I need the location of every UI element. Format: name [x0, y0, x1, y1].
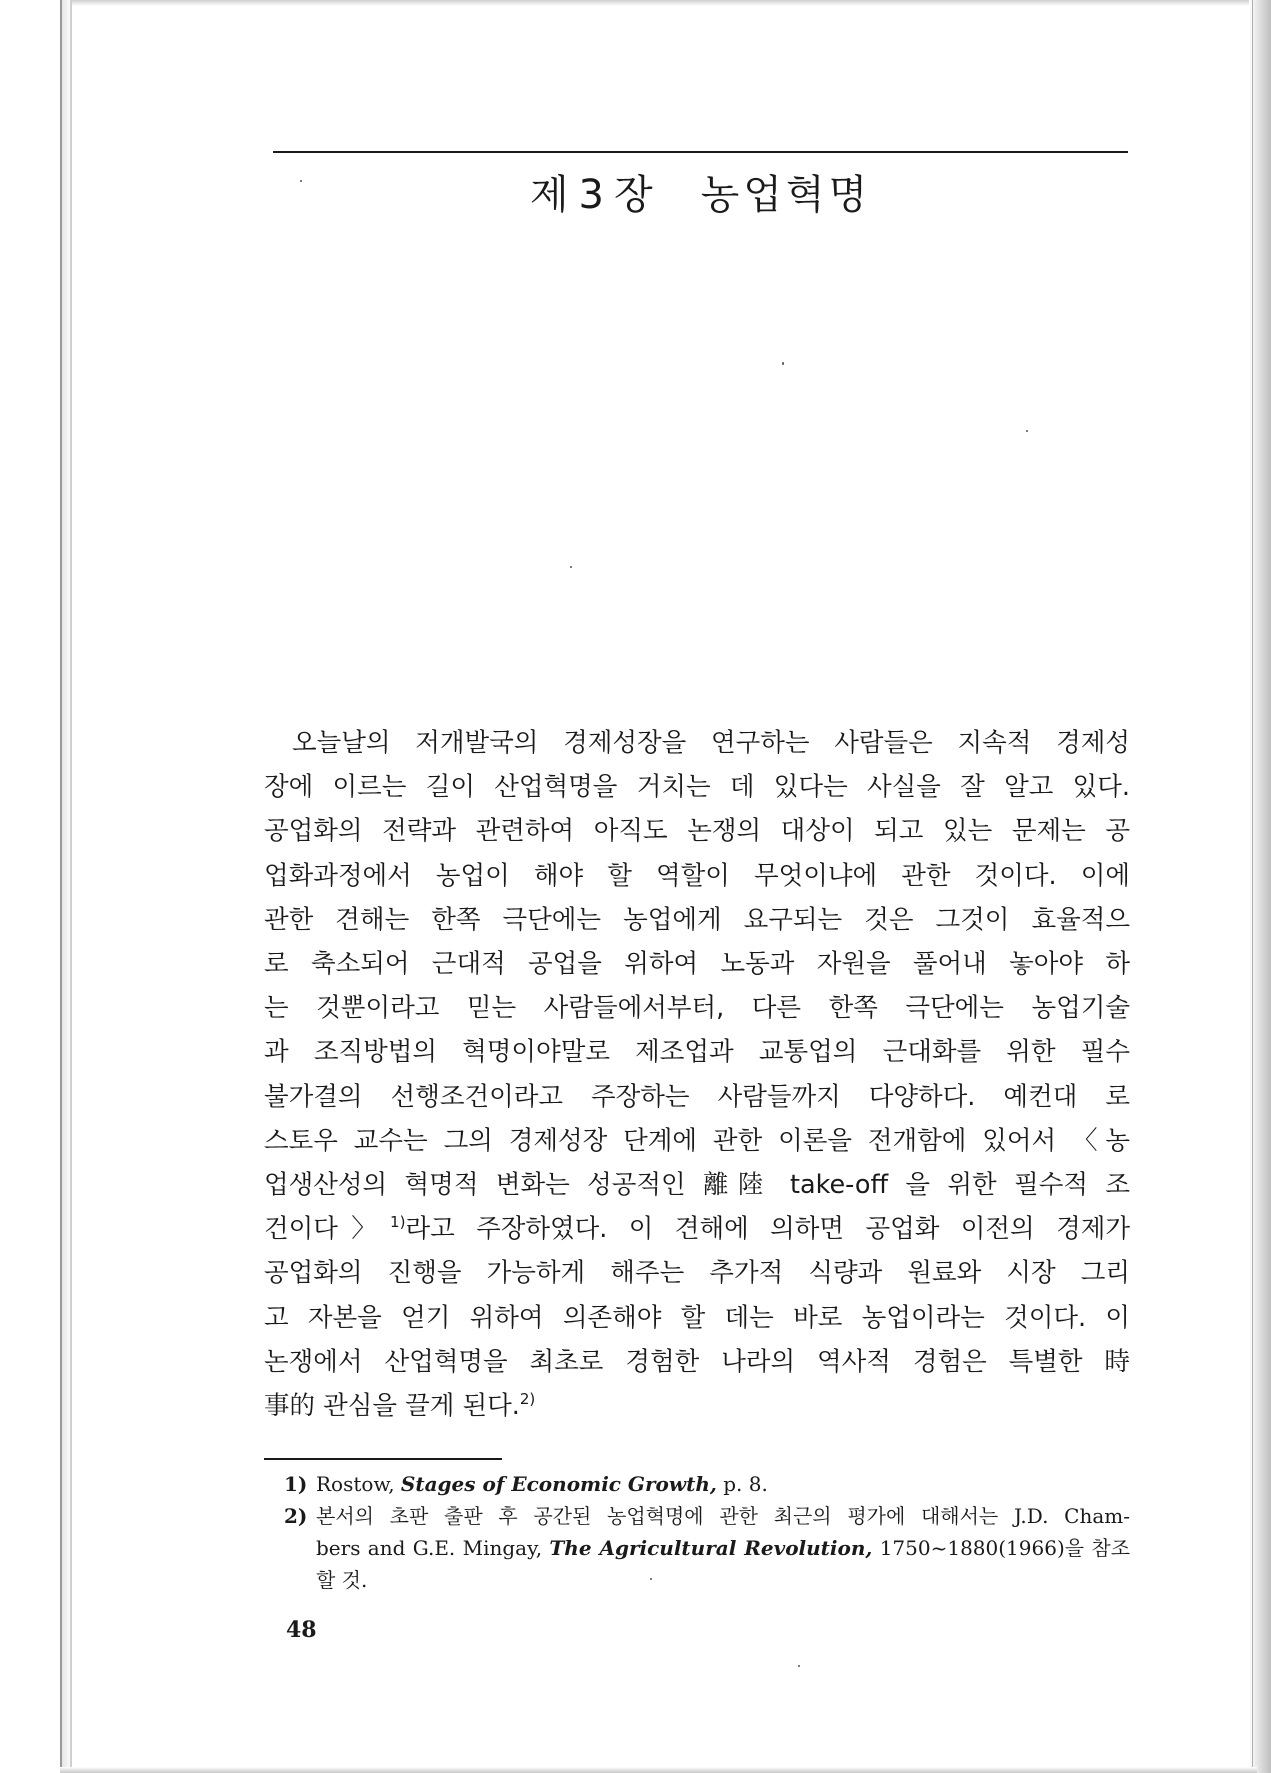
scan-speck — [1026, 430, 1028, 432]
footnotes — [284, 1468, 1130, 1596]
footnote-text — [316, 1468, 1130, 1500]
footnote-text: 할 것. — [316, 1568, 368, 1592]
chapter-name: 농업혁명 — [700, 172, 872, 218]
footnote-rule — [264, 1458, 502, 1460]
page-bottom-edge — [60, 1767, 1257, 1773]
chapter-prefix: 제 — [529, 172, 573, 218]
body-paragraph — [264, 721, 1130, 1428]
page-left-edge-line — [70, 0, 72, 1773]
body-line-part: 건이다〉 — [264, 1214, 391, 1245]
footnote-text — [316, 1532, 1130, 1564]
footnote-book-title: The Agricultural Revolution, — [549, 1536, 873, 1560]
scan-speck — [650, 1578, 652, 1580]
body-line-part: 事的 관심을 끌게 된다. — [264, 1391, 520, 1422]
page-number: 48 — [286, 1617, 317, 1643]
body-line: 는 것뿐이라고 믿는 사람들에서부터, 다른 한쪽 극단에는 농업기술 — [264, 993, 1130, 1024]
footnote-text: 본서의 초판 출판 후 공간된 농업혁명에 관한 최근의 평가에 대해서는 J.D. Cham- — [316, 1504, 1130, 1528]
body-line: 스토우 교수는 그의 경제성장 단계에 관한 이론을 전개함에 있어서 〈농 — [264, 1125, 1130, 1156]
scan-speck — [300, 180, 302, 182]
body-line: 장에 이르는 길이 산업혁명을 거치는 데 있다는 사실을 잘 알고 있다. — [264, 772, 1130, 803]
body-line: 공업화의 전략과 관련하여 아직도 논쟁의 대상이 되고 있는 문제는 공 — [264, 816, 1130, 847]
scan-speck — [782, 362, 784, 365]
body-line-with-note — [264, 1384, 1130, 1428]
scan-speck — [798, 1665, 800, 1667]
chapter-top-rule — [273, 151, 1128, 153]
body-line: 불가결의 선행조건이라고 주장하는 사람들까지 다양하다. 예컨대 로 — [264, 1081, 1130, 1112]
footnote-years: 1750~1880(1966)을 참조 — [879, 1536, 1131, 1560]
body-line: 공업화의 진행을 가능하게 해주는 추가적 식량과 원료와 시장 그리 — [264, 1258, 1130, 1289]
scan-speck — [570, 566, 572, 568]
body-line: 논쟁에서 산업혁명을 최초로 경험한 나라의 역사적 경험은 특별한 時 — [264, 1346, 1130, 1377]
footnote-page: p. 8. — [723, 1472, 768, 1496]
footnote-ref-1: 1) — [390, 1213, 406, 1232]
body-line: 오늘날의 저개발국의 경제성장을 연구하는 사람들은 지속적 경제성 — [292, 728, 1130, 758]
body-line: 업화과정에서 농업이 해야 할 역할이 무엇이냐에 관한 것이다. 이에 — [264, 860, 1130, 891]
chapter-title — [273, 163, 1128, 220]
body-line-with-note — [264, 1207, 1130, 1251]
footnote-author: Rostow, — [316, 1472, 395, 1496]
page-top-edge — [60, 0, 1257, 6]
page-right-edge-line — [1252, 0, 1253, 1773]
footnote-1 — [284, 1468, 1130, 1500]
footnote-2 — [284, 1500, 1130, 1596]
chapter-suffix: 장 — [613, 172, 657, 218]
footnote-book-title: Stages of Economic Growth, — [400, 1472, 717, 1496]
footnote-mark: 1) — [284, 1472, 308, 1496]
footnote-mark: 2) — [284, 1504, 308, 1528]
body-line: 관한 견해는 한쪽 극단에는 농업에게 요구되는 것은 그것이 효율적으 — [264, 904, 1130, 935]
footnote-authors: bers and G.E. Mingay, — [316, 1536, 543, 1560]
footnote-ref-2: 2) — [519, 1390, 536, 1409]
body-line: 과 조직방법의 혁명이야말로 제조업과 교통업의 근대화를 위한 필수 — [264, 1037, 1130, 1068]
body-line: 로 축소되어 근대적 공업을 위하여 노동과 자원을 풀어내 놓아야 하 — [264, 949, 1130, 980]
chapter-number: 3 — [578, 172, 608, 218]
body-line: 업생산성의 혁명적 변화는 성공적인 離陸 take-off 을 위한 필수적 조 — [264, 1170, 1130, 1201]
body-line: 고 자본을 얻기 위하여 의존해야 할 데는 바로 농업이라는 것이다. 이 — [264, 1302, 1130, 1333]
body-line-part: 라고 주장하였다. 이 견해에 의하면 공업화 이전의 경제가 — [405, 1214, 1131, 1245]
